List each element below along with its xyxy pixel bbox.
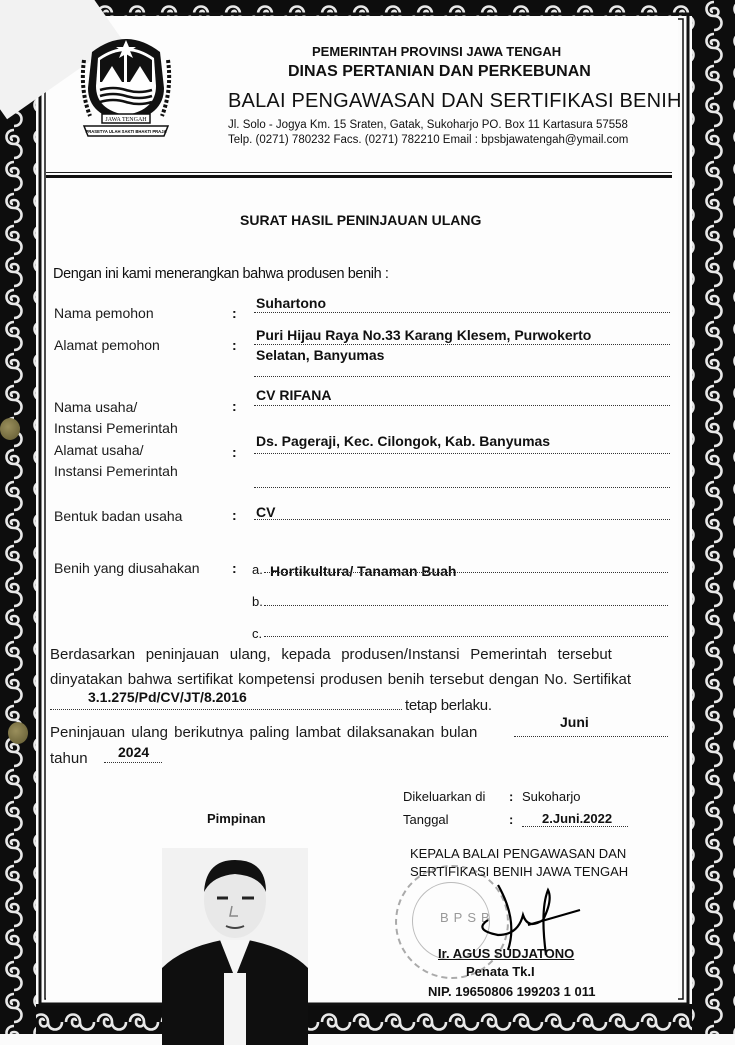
- tetap-berlaku-text: tetap berlaku.: [405, 697, 492, 714]
- certificate-number: 3.1.275/Pd/CV/JT/8.2016: [88, 689, 247, 705]
- applicant-photo: [162, 848, 308, 1045]
- header-contact: Telp. (0271) 780232 Facs. (0271) 782210 Email : bpsbjawatengah@ymail.com: [228, 134, 629, 146]
- fill-line: [254, 405, 670, 406]
- nama-pemohon-value: Suhartono: [256, 295, 326, 311]
- svg-text:PRASETYA ULAH SAKTI BHAKTI PRA: PRASETYA ULAH SAKTI BHAKTI PRAJA: [85, 129, 167, 134]
- punch-hole: [8, 722, 28, 744]
- header-department: DINAS PERTANIAN DAN PERKEBUNAN: [288, 63, 591, 80]
- tahun-label: tahun: [50, 750, 88, 767]
- header-divider-thick: [46, 175, 672, 178]
- colon: :: [232, 305, 237, 321]
- person-photo-icon: [162, 848, 308, 1045]
- fill-line: [254, 519, 670, 520]
- intro-text: Dengan ini kami menerangkan bahwa produsen benih :: [53, 266, 389, 282]
- nama-usaha-label-line2: Instansi Pemerintah: [54, 420, 178, 436]
- benih-marker-a: a.: [252, 562, 263, 577]
- issued-date-label: Tanggal: [403, 812, 449, 827]
- issued-place-label: Dikeluarkan di: [403, 789, 486, 804]
- fill-line: [254, 344, 670, 345]
- issued-date-value: 2.Juni.2022: [542, 811, 613, 826]
- paragraph-1-line2: dinyatakan bahwa sertifikat kompetensi produsen benih tersebut dengan No. Sertifikat: [50, 671, 632, 688]
- nama-pemohon-label: Nama pemohon: [54, 305, 154, 321]
- colon: :: [232, 444, 237, 460]
- paragraph-1-line1: Berdasarkan peninjauan ulang, kepada produsen/Instansi Pemerintah tersebut: [50, 646, 612, 663]
- fill-line: [254, 312, 670, 313]
- nama-usaha-label-line1: Nama usaha/: [54, 399, 138, 415]
- alamat-usaha-label-line1: Alamat usaha/: [54, 442, 144, 458]
- fill-line: [254, 376, 670, 377]
- fill-line: [254, 487, 670, 488]
- jawa-tengah-emblem-icon: [78, 30, 174, 142]
- fill-line: [254, 453, 670, 454]
- official-nip: NIP. 19650806 199203 1 011: [428, 984, 596, 999]
- stamp-text: BPSB: [440, 910, 495, 925]
- header-institution: BALAI PENGAWASAN DAN SERTIFIKASI BENIH: [228, 90, 682, 112]
- paragraph-2: Peninjauan ulang berikutnya paling lambat dilaksanakan bulan: [50, 724, 478, 741]
- benih-marker-c: c.: [252, 626, 263, 641]
- alamat-pemohon-label: Alamat pemohon: [54, 337, 160, 353]
- document-title: SURAT HASIL PENINJAUAN ULANG: [240, 212, 482, 228]
- issued-place-value: Sukoharjo: [522, 789, 581, 804]
- colon: :: [232, 560, 237, 576]
- punch-hole: [0, 418, 20, 440]
- colon: :: [509, 812, 514, 827]
- bentuk-badan-label: Bentuk badan usaha: [54, 508, 183, 524]
- official-title-line2: SERTIFIKASI BENIH JAWA TENGAH: [410, 864, 629, 879]
- alamat-pemohon-value-line1: Puri Hijau Raya No.33 Karang Klesem, Purwokerto: [256, 327, 592, 343]
- next-review-year: 2024: [118, 744, 150, 760]
- benih-value-a: Hortikultura/ Tanaman Buah: [270, 563, 457, 579]
- fill-line: [264, 636, 668, 637]
- fill-line: [50, 709, 402, 710]
- header-government: PEMERINTAH PROVINSI JAWA TENGAH: [312, 44, 562, 59]
- benih-label: Benih yang diusahakan: [54, 560, 200, 576]
- alamat-usaha-value: Ds. Pageraji, Kec. Cilongok, Kab. Banyumas: [256, 433, 551, 449]
- official-title-line1: KEPALA BALAI PENGAWASAN DAN: [410, 846, 627, 861]
- fill-line: [514, 736, 668, 737]
- nama-usaha-value: CV RIFANA: [256, 387, 332, 403]
- fill-line: [264, 605, 668, 606]
- header-divider-thin: [46, 172, 672, 173]
- pimpinan-title: Pimpinan: [207, 811, 266, 826]
- svg-text:JAWA TENGAH: JAWA TENGAH: [105, 117, 147, 123]
- colon: :: [232, 507, 237, 523]
- fill-line: [264, 572, 668, 573]
- next-review-month: Juni: [560, 714, 589, 730]
- header-address: Jl. Solo - Jogya Km. 15 Sraten, Gatak, Sukoharjo PO. Box 11 Kartasura 57558: [228, 119, 628, 131]
- colon: :: [509, 789, 514, 804]
- fill-line: [104, 762, 162, 763]
- bentuk-badan-value: CV: [256, 504, 276, 520]
- benih-marker-b: b.: [252, 594, 263, 609]
- official-name: Ir. AGUS SUDJATONO: [438, 946, 575, 961]
- colon: :: [232, 398, 237, 414]
- official-rank: Penata Tk.I: [466, 964, 535, 979]
- fill-line: [522, 826, 628, 827]
- colon: :: [232, 337, 237, 353]
- alamat-pemohon-value-line2: Selatan, Banyumas: [256, 347, 385, 363]
- alamat-usaha-label-line2: Instansi Pemerintah: [54, 463, 178, 479]
